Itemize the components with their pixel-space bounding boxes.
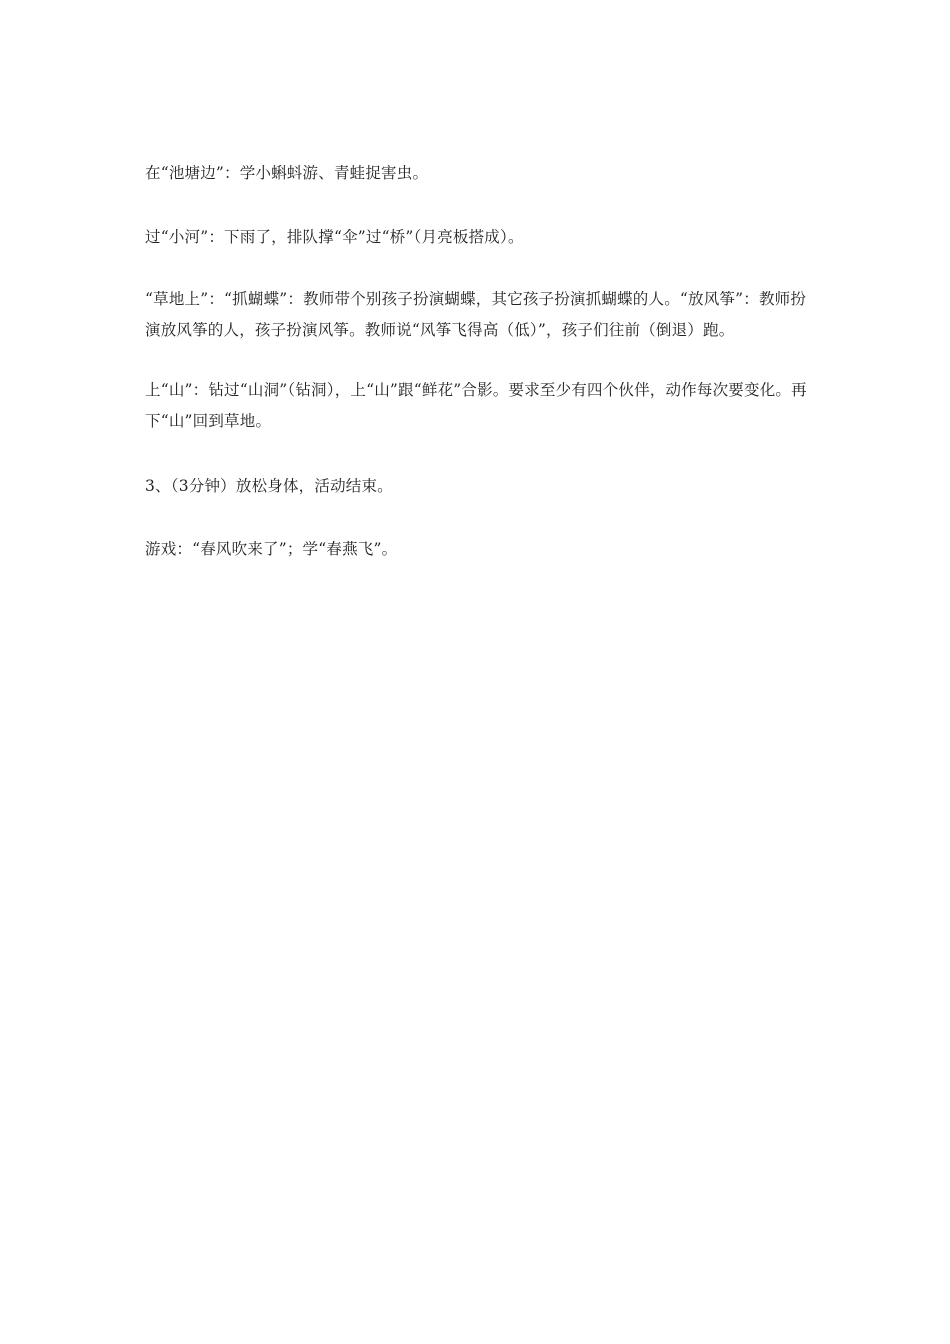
paragraph-pond-side: 在“池塘边”：学小蝌蚪游、青蛙捉害虫。: [145, 164, 429, 182]
paragraph-cross-river: 过“小河”：下雨了，排队撑“伞”过“桥”（月亮板搭成）。: [145, 228, 524, 246]
paragraph-relax: 3、（3分钟）放松身体，活动结束。: [145, 477, 393, 495]
paragraph-game: 游戏：“春风吹来了”；学“春燕飞”。: [145, 540, 398, 558]
paragraph-on-grass: “草地上”：“抓蝴蝶”：教师带个别孩子扮演蝴蝶，其它孩子扮演抓蝴蝶的人。“放风筝”：教师扮演放风筝的人，孩子扮演风筝。教师说“风筝飞得高（低）”，孩子们往前（倒退）跑。: [145, 290, 807, 339]
paragraph-up-mountain: 上“山”：钻过“山洞”（钻洞），上“山”跟“鲜花”合影。要求至少有四个伙伴，动作每次要变化。再下“山”回到草地。: [145, 381, 807, 430]
document-body: [145, 158, 810, 599]
